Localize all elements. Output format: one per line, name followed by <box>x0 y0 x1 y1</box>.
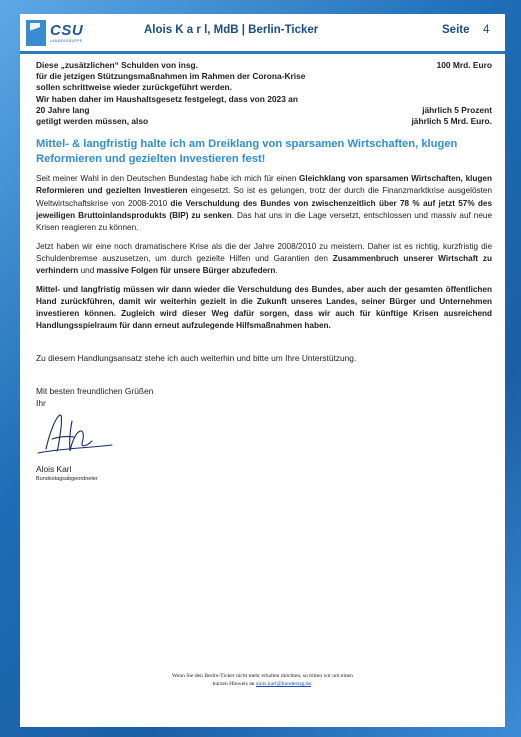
page-header <box>20 14 505 52</box>
figure-text: Wir haben daher im Haushaltsgesetz festgelegt, dass von 2023 an <box>36 93 298 104</box>
text: und <box>78 266 97 276</box>
greeting-line: Ihr <box>36 397 46 408</box>
figure-text: sollen schrittweise wieder zurückgeführt werden. <box>36 82 232 93</box>
debt-figures <box>36 60 492 127</box>
text: eingesetzt. So ist es gelungen, trotz der durch die Finanzmarktkrise ausgelösten Weltwirtschaftskrise von 2008-2010 <box>36 186 492 208</box>
handwritten-signature <box>36 411 116 459</box>
header-title: Alois K a r l, MdB | Berlin-Ticker <box>144 24 319 36</box>
paragraph-2 <box>36 241 492 278</box>
signer-role: Bundestagsabgeordneter <box>36 475 98 482</box>
paragraph-1 <box>36 173 492 234</box>
figure-row <box>36 105 492 116</box>
logo-subtext: LANDESGRUPPE <box>50 39 83 43</box>
bold-text: massive Folgen für unsere Bürger abzufedern <box>96 266 276 276</box>
bold-text: die Verschuldung des Bundes von zwischenzeitlich über 78 % auf jetzt 57% des jeweiligen Bruttoinlandsprodukts (BIP) zu senken <box>36 198 492 221</box>
email-link[interactable]: alois.karl@bundestag.de <box>255 681 312 687</box>
bold-text: Gleichklang von sparsamen Wirtschaften, klugen Reformieren und gezielten Investieren <box>36 174 492 196</box>
closing-statement: Zu diesem Handlungsansatz stehe ich auch weiterhin und bitte um Ihre Unterstützung. <box>36 352 357 363</box>
bold-text: Zusammenbruch unserer Wirtschaft zu verhindern <box>36 253 492 276</box>
footer-line <box>20 680 505 688</box>
signer-name: Alois Karl <box>36 463 72 474</box>
footer-line: Wenn Sie den Berlin-Ticker nicht mehr erhalten möchten, so bitten wir um einen <box>172 673 353 679</box>
figure-value: jährlich 5 Mrd. Euro. <box>411 115 492 126</box>
page-number: 4 <box>483 24 490 36</box>
greeting <box>36 385 492 409</box>
text: Jetzt haben wir eine noch dramatischere Krise als die der Jahre 2008/2010 zu meistern. Daher ist es richtig, kurzfristig die Schuldenbremse auszusetzen, um durch gezielte Hilfen und Garantien den <box>36 241 492 263</box>
figure-text: getilgt werden müssen, also <box>36 115 149 126</box>
page-content <box>36 60 492 482</box>
footer-text: kurzen Hinweis an <box>212 681 256 687</box>
logo-text: CSU <box>50 22 84 39</box>
figure-value: jährlich 5 Prozent <box>422 104 492 115</box>
figure-text: 20 Jahre lang <box>36 104 90 115</box>
figure-row <box>36 94 492 105</box>
footer-text: . <box>311 681 313 687</box>
figure-value: 100 Mrd. Euro <box>436 60 492 70</box>
document-page <box>20 14 505 727</box>
header-divider <box>20 51 505 54</box>
text: . Das hat uns in die Lage versetzt, entschlossen und massiv auf neue Krisen reagieren zu können. <box>36 211 493 233</box>
page-footer <box>20 672 505 688</box>
figure-text: Diese „zusätzlichen“ Schulden von insg. <box>36 60 198 70</box>
figure-row <box>36 116 492 127</box>
figure-row <box>36 60 492 71</box>
figure-row <box>36 82 492 93</box>
page-label: Seite <box>442 24 470 36</box>
section-headline: Mittel- & langfristig halte ich am Dreiklang von sparsamen Wirtschaften, klugen Reformieren und gezielten Investieren fest! <box>36 138 458 166</box>
figure-row <box>36 71 492 82</box>
figure-text: für die jetzigen Stützungsmaßnahmen im Rahmen der Corona-Krise <box>36 71 306 82</box>
logo-mark-icon <box>26 20 46 46</box>
paragraph-3: Mittel- und langfristig müssen wir dann wieder die Verschuldung des Bundes, aber auch der gesamten öffentlichen Hand zurückführen, damit wir weiterhin gezielt in die Zukunft unseres Landes, seiner Bürger und Unternehmen investieren können. Zugleich wird dieser Weg dafür sorgen, dass wir auch für künftige Krisen ausreichend Handlungsspielraum für dann erneut aufzulegende Hilfsmaßnahmen haben. <box>36 284 492 331</box>
text: . <box>275 266 278 276</box>
csu-logo <box>26 20 98 46</box>
text: Seit meiner Wahl in den Deutschen Bundestag habe ich mich für einen <box>36 174 300 184</box>
greeting-line: Mit besten freundlichen Grüßen <box>36 385 154 396</box>
